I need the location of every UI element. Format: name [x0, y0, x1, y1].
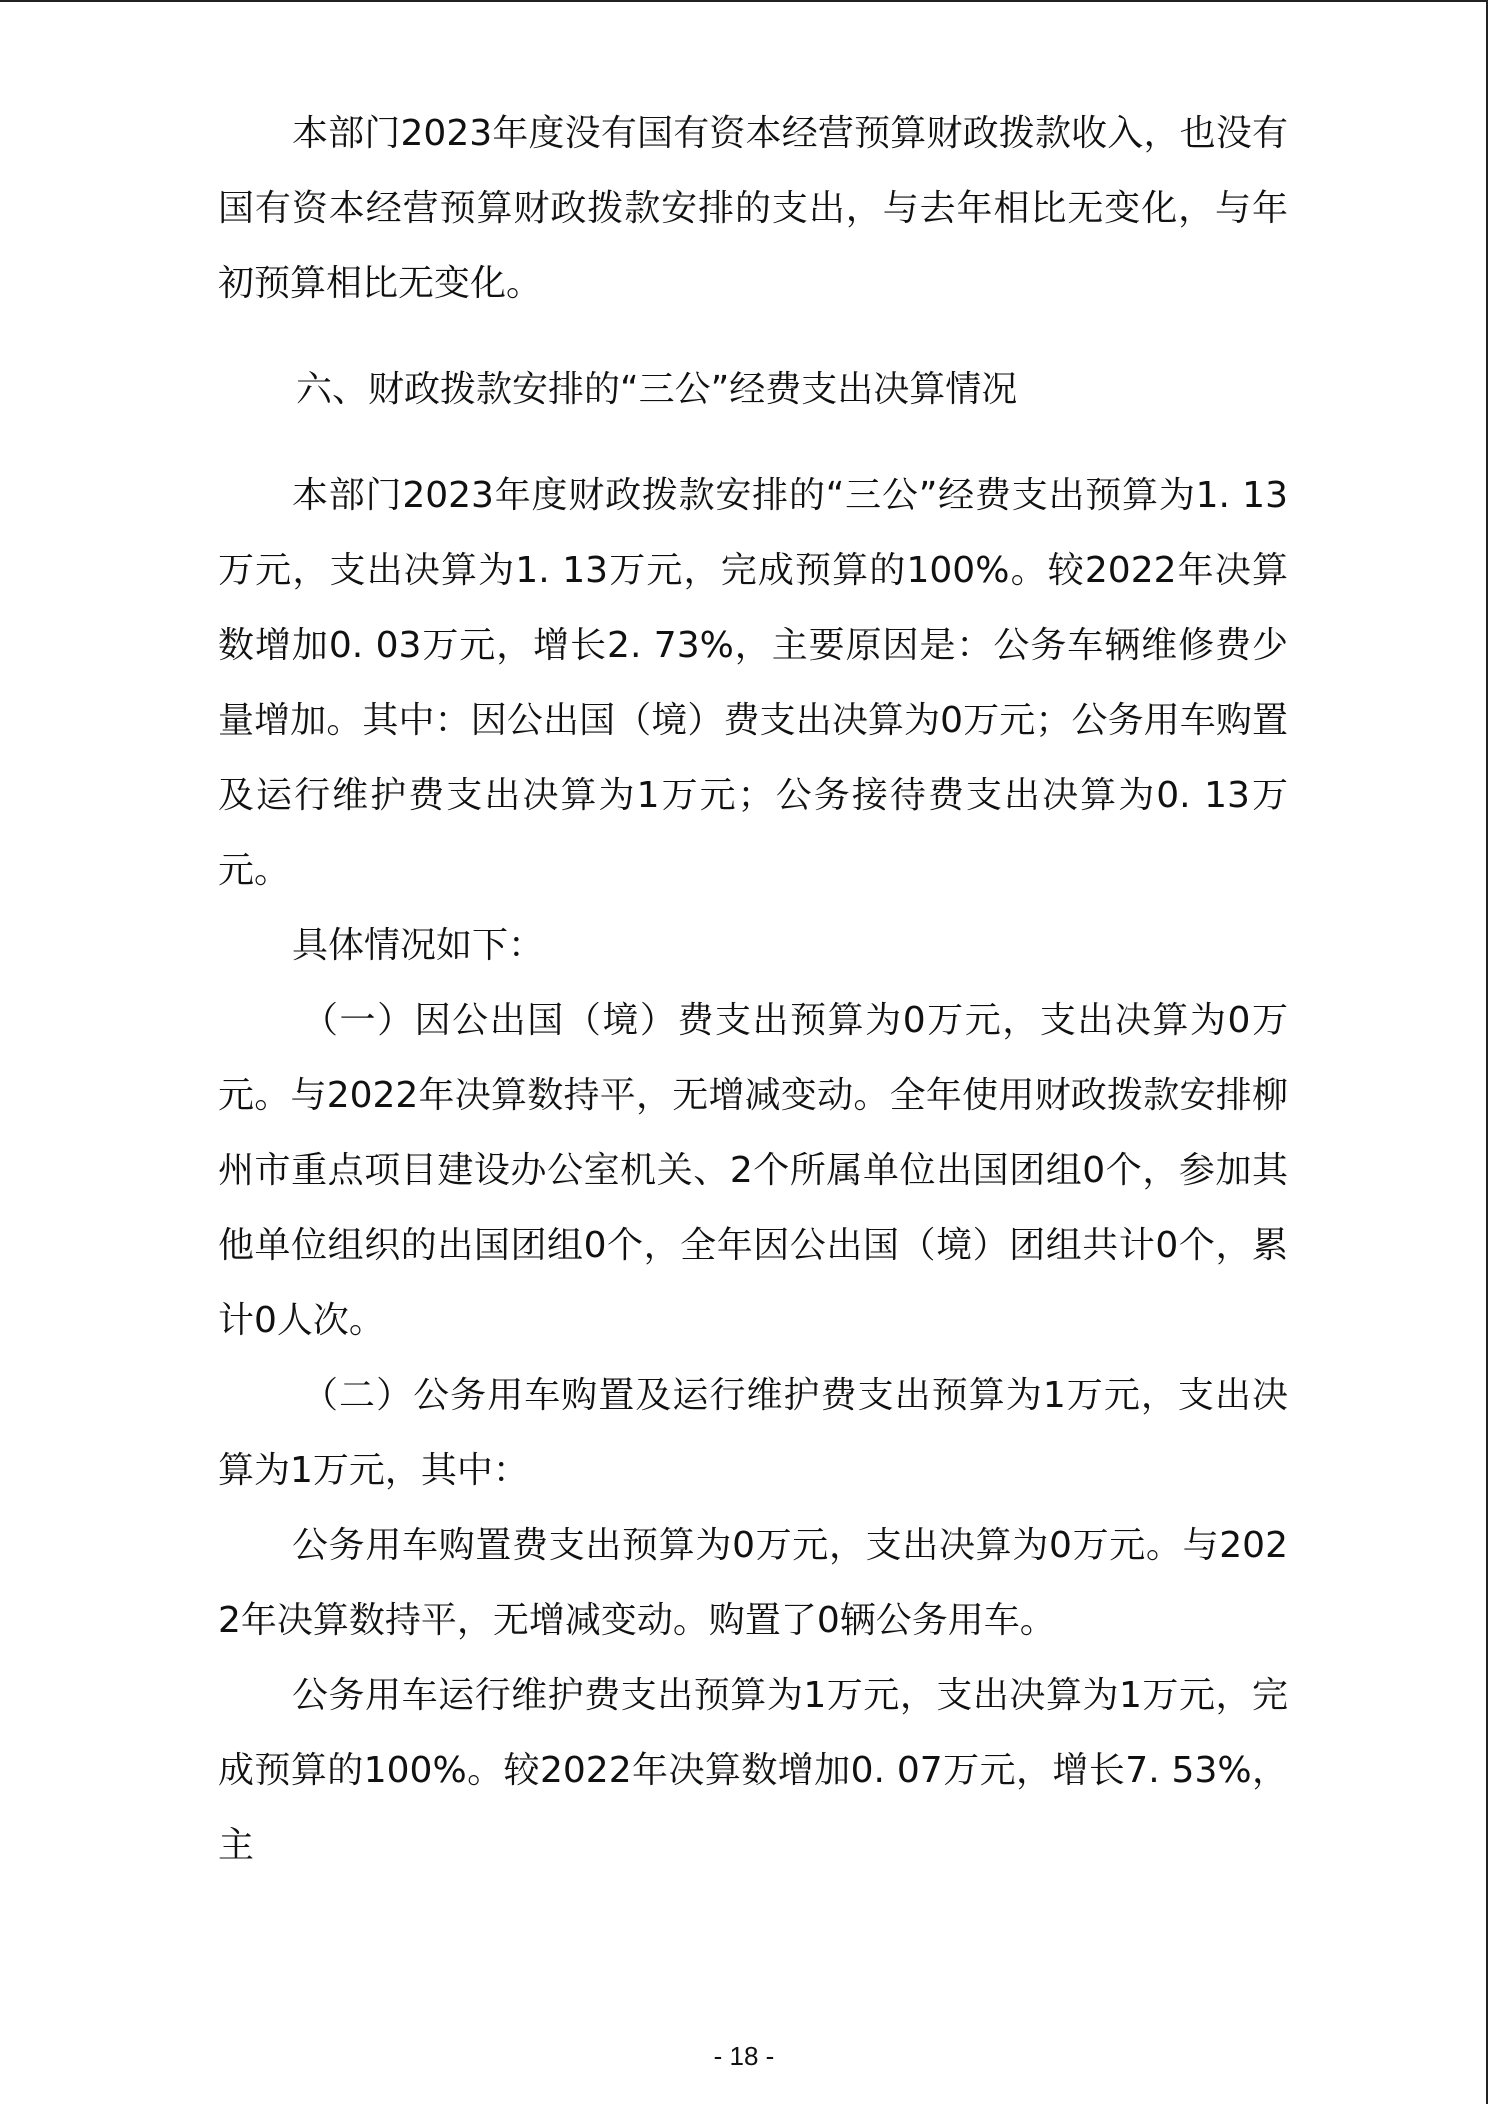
document-body [218, 96, 1288, 1883]
section-heading-three-public-expenses: 六、财政拨款安排的“三公”经费支出决算情况 [296, 369, 1018, 410]
paragraph-state-capital-budget: 本部门2023年度没有国有资本经营预算财政拨款收入，也没有国有资本经营预算财政拨款安排的支出，与去年相比无变化，与年初预算相比无变化。 [218, 113, 1288, 304]
paragraph-three-public-summary: 本部门2023年度财政拨款安排的“三公”经费支出预算为1. 13万元，支出决算为1. 13万元，完成预算的100%。较2022年决算数增加0. 03万元，增长2. 73%，主要原因是：公务车辆维修费少量增加。其中：因公出国（境）费支出决算为0万元；公务用车购置及运行维护费支出决算为1万元；公务接待费支出决算为0. 13万元。 [218, 475, 1288, 891]
paragraph-vehicle-expenses: （二）公务用车购置及运行维护费支出预算为1万元，支出决算为1万元，其中： [218, 1375, 1288, 1491]
paragraph-vehicle-purchase: 公务用车购置费支出预算为0万元，支出决算为0万元。与2022年决算数持平，无增减变动。购置了0辆公务用车。 [218, 1525, 1288, 1641]
page-border-top [0, 0, 1488, 2]
paragraph-overseas-travel: （一）因公出国（境）费支出预算为0万元，支出决算为0万元。与2022年决算数持平，无增减变动。全年使用财政拨款安排柳州市重点项目建设办公室机关、2个所属单位出国团组0个，参加其他单位组织的出国团组0个，全年因公出国（境）团组共计0个，累计0人次。 [218, 1000, 1288, 1341]
page-number: - 18 - [713, 2041, 775, 2071]
paragraph-details-intro: 具体情况如下： [292, 925, 545, 966]
paragraph-vehicle-maintenance: 公务用车运行维护费支出预算为1万元，支出决算为1万元，完成预算的100%。较2022年决算数增加0. 07万元，增长7. 53%，主 [218, 1675, 1288, 1866]
